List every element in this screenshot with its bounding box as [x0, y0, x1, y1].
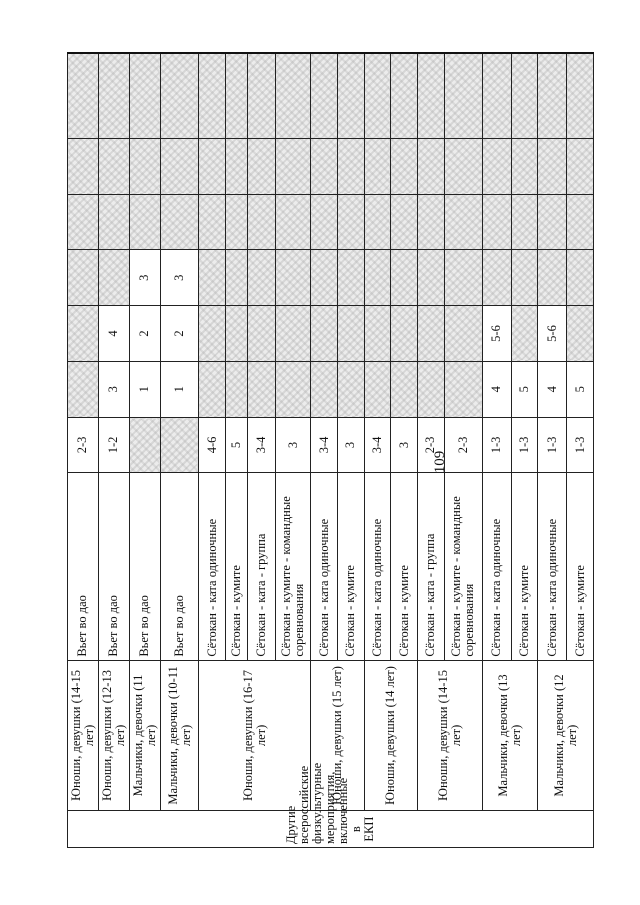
value-cell [68, 306, 99, 362]
age-cell: Юноши, девушки (14 лет) [364, 660, 417, 811]
value-cell [567, 194, 594, 250]
value-cell [511, 138, 538, 194]
discipline-cell: Вьет во дао [98, 473, 129, 660]
discipline-cell: Сётокан - ката - группа [248, 473, 276, 660]
discipline-cell: Сётокан - кумите [567, 473, 594, 660]
value-cell [444, 250, 482, 306]
value-cell: 2-3 [417, 417, 444, 473]
value-cell [511, 306, 538, 362]
value-cell [199, 250, 226, 306]
value-cell [417, 306, 444, 362]
age-cell: Юноши, девушки (12-13 лет) [98, 660, 129, 811]
page-number: 109 [432, 450, 448, 474]
value-cell: 1-3 [482, 417, 511, 473]
value-cell [444, 138, 482, 194]
value-cell [482, 53, 511, 138]
age-cell: Юноши, девушки (15 лет) [311, 660, 364, 811]
value-cell: 2-3 [68, 417, 99, 473]
value-cell: 3-4 [364, 417, 391, 473]
value-cell: 5 [567, 361, 594, 417]
value-cell [160, 138, 198, 194]
value-cell [444, 306, 482, 362]
discipline-cell: Вьет во дао [68, 473, 99, 660]
value-cell [538, 138, 567, 194]
value-cell [98, 194, 129, 250]
discipline-cell: Сётокан - кумите [225, 473, 247, 660]
discipline-cell: Сётокан - ката одиночные [311, 473, 338, 660]
discipline-cell: Сётокан - ката - группа [417, 473, 444, 660]
value-cell [444, 194, 482, 250]
value-cell: 3 [276, 417, 311, 473]
value-cell: 1-3 [511, 417, 538, 473]
value-cell [98, 53, 129, 138]
value-cell: 4 [482, 361, 511, 417]
value-cell [199, 194, 226, 250]
value-cell [248, 250, 276, 306]
age-cell: Мальчики, девочки (11 лет) [129, 660, 160, 811]
value-cell [160, 53, 198, 138]
value-cell [391, 250, 418, 306]
value-cell [511, 53, 538, 138]
discipline-cell: Сётокан - ката одиночные [364, 473, 391, 660]
value-cell: 5-6 [482, 306, 511, 362]
value-cell: 2 [129, 306, 160, 362]
value-cell [391, 306, 418, 362]
age-cell: Мальчики, девочки (12 лет) [538, 660, 594, 811]
value-cell [391, 138, 418, 194]
value-cell: 5 [511, 361, 538, 417]
value-cell [364, 53, 391, 138]
value-cell [311, 138, 338, 194]
value-cell: 1 [129, 361, 160, 417]
rotated-table-wrapper [67, 52, 594, 848]
value-cell [68, 53, 99, 138]
discipline-cell: Вьет во дао [129, 473, 160, 660]
value-cell: 5-6 [538, 306, 567, 362]
value-cell [364, 361, 391, 417]
value-cell [199, 361, 226, 417]
value-cell [444, 361, 482, 417]
value-cell [68, 361, 99, 417]
value-cell [199, 306, 226, 362]
value-cell [98, 250, 129, 306]
value-cell [364, 138, 391, 194]
value-cell [444, 53, 482, 138]
age-cell: Юноши, девушки (16-17 лет) [199, 660, 311, 811]
discipline-cell: Сётокан - кумите - командные соревнования [276, 473, 311, 660]
value-cell: 1-3 [538, 417, 567, 473]
value-cell [129, 138, 160, 194]
value-cell [68, 250, 99, 306]
value-cell [276, 194, 311, 250]
value-cell [311, 306, 338, 362]
value-cell [567, 138, 594, 194]
value-cell [417, 250, 444, 306]
section-label: Другие всероссийские физкультурные мероприятия, включенные в ЕКП [284, 762, 376, 844]
value-cell [482, 194, 511, 250]
value-cell [129, 417, 160, 473]
value-cell [248, 138, 276, 194]
age-cell: Юноши, девушки (14-15 лет) [68, 660, 99, 811]
value-cell [364, 194, 391, 250]
value-cell [311, 53, 338, 138]
value-cell: 2 [160, 306, 198, 362]
discipline-cell: Сётокан - ката одиночные [199, 473, 226, 660]
discipline-cell: Сётокан - кумите [337, 473, 364, 660]
section-label-cell [68, 762, 594, 848]
value-cell [276, 250, 311, 306]
value-cell [225, 306, 247, 362]
age-cell: Мальчики, девочки (13 лет) [482, 660, 537, 811]
value-cell [225, 361, 247, 417]
discipline-cell: Сётокан - ката одиночные [538, 473, 567, 660]
value-cell [417, 361, 444, 417]
value-cell [225, 194, 247, 250]
value-cell [98, 138, 129, 194]
value-cell [364, 250, 391, 306]
value-cell [417, 53, 444, 138]
value-cell [482, 138, 511, 194]
age-cell: Юноши, девушки (14-15 лет) [417, 660, 482, 811]
value-cell [417, 138, 444, 194]
value-cell [337, 306, 364, 362]
value-cell [199, 138, 226, 194]
value-cell: 1-2 [98, 417, 129, 473]
value-cell [276, 138, 311, 194]
value-cell: 3 [391, 417, 418, 473]
value-cell [68, 138, 99, 194]
value-cell: 2-3 [444, 417, 482, 473]
value-cell: 4 [98, 306, 129, 362]
value-cell: 1-3 [567, 417, 594, 473]
value-cell: 3-4 [248, 417, 276, 473]
value-cell [160, 417, 198, 473]
value-cell [337, 138, 364, 194]
value-cell [482, 250, 511, 306]
value-cell [538, 250, 567, 306]
value-cell [391, 53, 418, 138]
value-cell [160, 194, 198, 250]
value-cell: 3 [160, 250, 198, 306]
discipline-cell: Сётокан - кумите - командные соревнования [444, 473, 482, 660]
value-cell [225, 138, 247, 194]
value-cell: 4-6 [199, 417, 226, 473]
value-cell [199, 53, 226, 138]
competition-table [67, 52, 594, 848]
value-cell [248, 361, 276, 417]
value-cell [129, 194, 160, 250]
value-cell [129, 53, 160, 138]
value-cell: 4 [538, 361, 567, 417]
value-cell: 5 [225, 417, 247, 473]
age-cell: Мальчики, девочки (10-11 лет) [160, 660, 198, 811]
value-cell [567, 250, 594, 306]
value-cell [311, 361, 338, 417]
value-cell [311, 194, 338, 250]
value-cell: 3 [129, 250, 160, 306]
value-cell [276, 306, 311, 362]
value-cell: 1 [160, 361, 198, 417]
value-cell [68, 194, 99, 250]
value-cell [511, 194, 538, 250]
value-cell [337, 194, 364, 250]
value-cell [225, 250, 247, 306]
value-cell [538, 53, 567, 138]
discipline-cell: Сётокан - ката одиночные [482, 473, 511, 660]
value-cell: 3-4 [311, 417, 338, 473]
value-cell [248, 53, 276, 138]
discipline-cell: Сётокан - кумите [391, 473, 418, 660]
value-cell [391, 361, 418, 417]
value-cell [337, 53, 364, 138]
value-cell [248, 194, 276, 250]
value-cell [417, 194, 444, 250]
value-cell [567, 306, 594, 362]
value-cell [276, 361, 311, 417]
discipline-cell: Вьет во дао [160, 473, 198, 660]
value-cell [311, 250, 338, 306]
value-cell [276, 53, 311, 138]
value-cell [337, 250, 364, 306]
value-cell [511, 250, 538, 306]
value-cell [337, 361, 364, 417]
discipline-cell: Сётокан - кумите [511, 473, 538, 660]
value-cell [225, 53, 247, 138]
value-cell [567, 53, 594, 138]
value-cell: 3 [337, 417, 364, 473]
value-cell [364, 306, 391, 362]
value-cell [248, 306, 276, 362]
value-cell: 3 [98, 361, 129, 417]
value-cell [391, 194, 418, 250]
value-cell [538, 194, 567, 250]
